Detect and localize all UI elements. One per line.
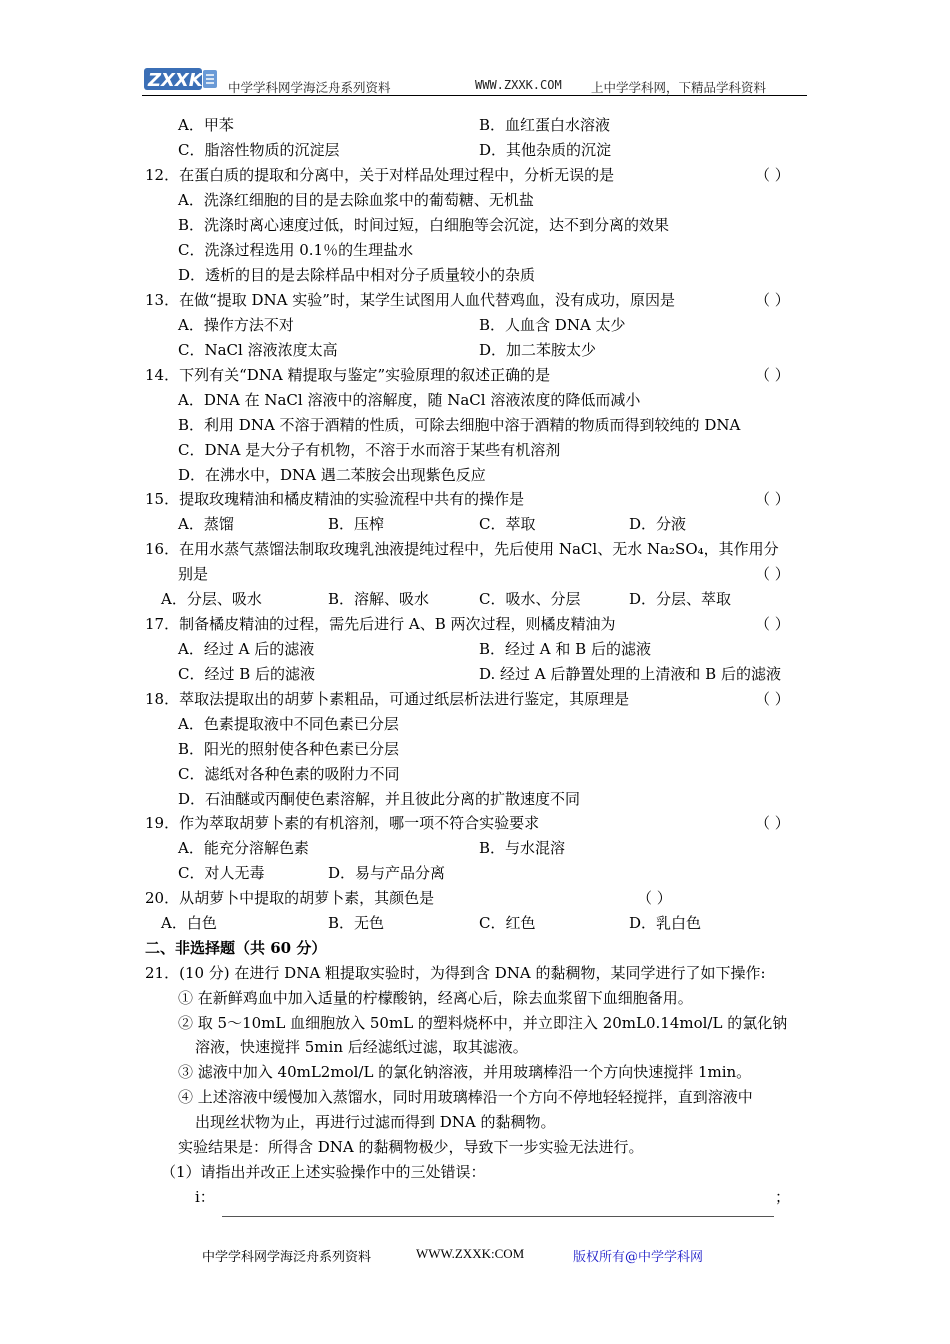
text-line: D．其他杂质的沉淀 xyxy=(479,141,612,159)
footer-copyright[interactable]: 版权所有@中学学科网 xyxy=(573,1250,704,1265)
text-line: A．白色 xyxy=(161,914,217,932)
text-line: A．甲苯 xyxy=(178,116,234,134)
text-line: （1）请指出并改正上述实验操作中的三处错误： xyxy=(161,1163,486,1181)
text-line: B．阳光的照射使各种色素已分层 xyxy=(178,740,400,758)
text-line: ⅰ： xyxy=(195,1188,215,1206)
text-line: 18．萃取法提取出的胡萝卜素粗品，可通过纸层析法进行鉴定，其原理是 xyxy=(145,690,630,708)
text-line: 17．制备橘皮精油的过程，需先后进行 A、B 两次过程，则橘皮精油为 xyxy=(145,615,616,633)
text-line: D．加二苯胺太少 xyxy=(479,341,597,359)
text-line: A．洗涤红细胞的目的是去除血浆中的葡萄糖、无机盐 xyxy=(178,191,534,209)
text-line: C．红色 xyxy=(479,914,536,932)
text-line: 13．在做“提取 DNA 实验”时，某学生试图用人血代替鸡血，没有成功，原因是 xyxy=(145,291,675,309)
text-line: 实验结果是：所得含 DNA 的黏稠物极少，导致下一步实验无法进行。 xyxy=(178,1138,644,1156)
text-line: A．经过 A 后的滤液 xyxy=(178,640,315,658)
text-line: 出现丝状物为止，再进行过滤而得到 DNA 的黏稠物。 xyxy=(195,1113,556,1131)
header-left-text: 中学学科网学海泛舟系列资料 xyxy=(228,80,391,95)
text-line: ④ 上述溶液中缓慢加入蒸馏水，同时用玻璃棒沿一个方向不停地轻轻搅拌，直到溶液中 xyxy=(178,1088,753,1106)
text-line: 20．从胡萝卜中提取的胡萝卜素，其颜色是 xyxy=(145,889,435,907)
text-line: A．能充分溶解色素 xyxy=(178,839,309,857)
text-line: 别是 xyxy=(178,565,209,583)
text-line: ； xyxy=(775,1188,791,1206)
text-line: C．吸水、分层 xyxy=(479,590,581,608)
answer-bracket[interactable]: （ ） xyxy=(755,166,790,184)
text-line: C．经过 B 后的滤液 xyxy=(178,665,316,683)
answer-bracket[interactable]: （ ） xyxy=(755,565,790,583)
text-line: C．对人无毒 xyxy=(178,864,265,882)
text-line: ③ 滤液中加入 40mL2mol/L 的氯化钠溶液，并用玻璃棒沿一个方向快速搅拌 1min。 xyxy=(178,1063,752,1081)
text-line: D．透析的目的是去除样品中相对分子质量较小的杂质 xyxy=(178,266,536,284)
answer-bracket[interactable]: （ ） xyxy=(755,615,790,633)
text-line: 12．在蛋白质的提取和分离中，关于对样品处理过程中，分析无误的是 xyxy=(145,166,615,184)
text-line: D．乳白色 xyxy=(629,914,702,932)
text-line: D．易与产品分离 xyxy=(328,864,446,882)
text-line: 15．提取玫瑰精油和橘皮精油的实验流程中共有的操作是 xyxy=(145,490,525,508)
answer-bracket[interactable]: （ ） xyxy=(755,291,790,309)
text-line: C．NaCl 溶液浓度太高 xyxy=(178,341,338,359)
text-line: A．分层、吸水 xyxy=(161,590,262,608)
footer-site-link[interactable]: WWW.ZXXK:COM xyxy=(416,1246,525,1261)
text-line: B．洗涤时离心速度过低，时间过短，白细胞等会沉淀，达不到分离的效果 xyxy=(178,216,670,234)
text-line: 21．(10 分) 在进行 DNA 粗提取实验时，为得到含 DNA 的黏稠物，某同学进行了如下操作: xyxy=(145,964,766,982)
answer-bracket[interactable]: （ ） xyxy=(755,690,790,708)
text-line: C．滤纸对各种色素的吸附力不同 xyxy=(178,765,400,783)
answer-blank-line[interactable] xyxy=(222,1216,774,1217)
logo-text: ZXXK xyxy=(148,70,203,91)
text-line: D．分层、萃取 xyxy=(629,590,732,608)
answer-bracket[interactable]: （ ） xyxy=(755,490,790,508)
text-line: A．操作方法不对 xyxy=(178,316,294,334)
text-line: A．色素提取液中不同色素已分层 xyxy=(178,715,399,733)
text-line: 16．在用水蒸气蒸馏法制取玫瑰乳浊液提纯过程中，先后使用 NaCl、无水 Na₂SO₄，其作用分 xyxy=(145,540,779,558)
text-line: A．DNA 在 NaCl 溶液中的溶解度，随 NaCl 溶液浓度的降低而减小 xyxy=(178,391,641,409)
answer-bracket[interactable]: （ ） xyxy=(755,366,790,384)
text-line: 溶液，快速搅拌 5min 后经滤纸过滤，取其滤液。 xyxy=(195,1038,528,1056)
answer-bracket[interactable]: （ ） xyxy=(755,814,790,832)
text-line: B．血红蛋白水溶液 xyxy=(479,116,611,134)
text-line: ① 在新鲜鸡血中加入适量的柠檬酸钠，经离心后，除去血浆留下血细胞备用。 xyxy=(178,989,693,1007)
header-divider xyxy=(142,95,807,96)
text-line: B．无色 xyxy=(328,914,385,932)
text-line: B．利用 DNA 不溶于酒精的性质，可除去细胞中溶于酒精的物质而得到较纯的 DNA xyxy=(178,416,741,434)
text-line: B．与水混溶 xyxy=(479,839,566,857)
page-header xyxy=(142,64,807,98)
text-line: C．萃取 xyxy=(479,515,536,533)
text-line: A．蒸馏 xyxy=(178,515,234,533)
footer-left-text: 中学学科网学海泛舟系列资料 xyxy=(202,1250,372,1265)
header-site-link[interactable]: WWW.ZXXK.COM xyxy=(475,78,562,92)
text-line: B．压榨 xyxy=(328,515,385,533)
text-line: C．洗涤过程选用 0.1％的生理盐水 xyxy=(178,241,414,259)
text-line: ② 取 5～10mL 血细胞放入 50mL 的塑料烧杯中，并立即注入 20mL0.14mol/L 的氯化钠 xyxy=(178,1014,788,1032)
text-line: 14．下列有关“DNA 精提取与鉴定”实验原理的叙述正确的是 xyxy=(145,366,551,384)
text-line: D．石油醚或丙酮使色素溶解，并且彼此分离的扩散速度不同 xyxy=(178,790,581,808)
text-line: B．人血含 DNA 太少 xyxy=(479,316,626,334)
text-line: D．在沸水中，DNA 遇二苯胺会出现紫色反应 xyxy=(178,466,486,484)
zxxk-logo xyxy=(144,64,218,92)
text-line: C．DNA 是大分子有机物，不溶于水而溶于某些有机溶剂 xyxy=(178,441,561,459)
text-line: B．溶解、吸水 xyxy=(328,590,430,608)
answer-bracket[interactable]: （ ） xyxy=(637,889,672,907)
text-line: D. 经过 A 后静置处理的上清液和 B 后的滤液 xyxy=(479,665,781,683)
text-line: 19．作为萃取胡萝卜素的有机溶剂，哪一项不符合实验要求 xyxy=(145,814,540,832)
text-line: B．经过 A 和 B 后的滤液 xyxy=(479,640,651,658)
text-line: C．脂溶性物质的沉淀层 xyxy=(178,141,340,159)
header-right-text: 上中学学科网，下精品学科资料 xyxy=(591,80,767,95)
text-line: 二、非选择题（共 60 分） xyxy=(145,939,327,957)
text-line: D．分液 xyxy=(629,515,687,533)
